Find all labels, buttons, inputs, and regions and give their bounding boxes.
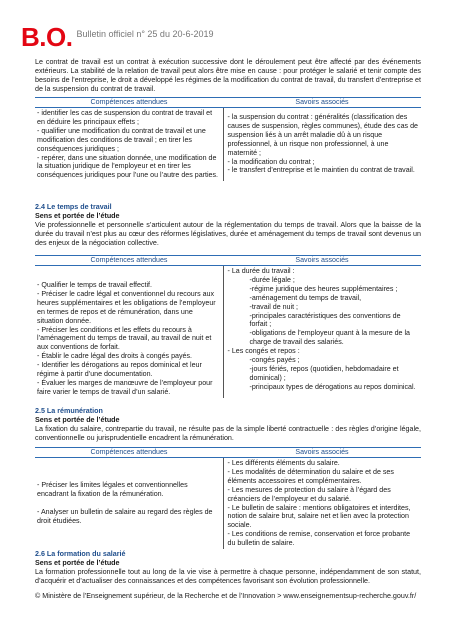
list-item: - Qualifier le temps de travail effectif. bbox=[37, 281, 152, 289]
competences-cell bbox=[35, 266, 223, 398]
list-item: - Les mesures de protection du salaire à l’égard des créanciers de l’employeur et du salarié. bbox=[227, 485, 391, 503]
table-suspension bbox=[35, 97, 421, 181]
table-remuneration bbox=[35, 447, 421, 549]
table-temps-de-travail bbox=[35, 255, 421, 398]
section-title: 2.4 Le temps de travail bbox=[35, 203, 112, 211]
list-item: -durée légale ; bbox=[249, 275, 295, 284]
list-item: -travail de nuit ; bbox=[249, 302, 298, 311]
list-item: - Préciser les conditions et les effets du recours à l’aménagement du temps de travail, au travail de nuit et aux conventions de forfait. bbox=[37, 325, 212, 352]
list-heading: - Les congés et repos : bbox=[227, 347, 300, 356]
competences-cell bbox=[35, 108, 223, 182]
column-header-competences: Compétences attendues bbox=[35, 98, 223, 108]
column-header-savoirs: Savoirs associés bbox=[223, 448, 421, 458]
bulletin-header bbox=[21, 24, 213, 50]
savoirs-cell bbox=[223, 108, 421, 182]
section-subtitle: Sens et portée de l’étude bbox=[35, 559, 120, 567]
list-item: - Établir le cadre légal des droits à congés payés. bbox=[37, 352, 192, 361]
section-subtitle: Sens et portée de l’étude bbox=[35, 416, 120, 424]
section-paragraph: La formation professionnelle tout au long de la vie vise à permettre à chaque personne, indépendamment de son statut, d’acquérir et d’actualiser des connaissances et des compétences favorisant son évolution professionnelle. bbox=[35, 568, 421, 586]
section-title: 2.5 La rémunération bbox=[35, 407, 103, 415]
list-item: -principales caractéristiques des conventions de forfait ; bbox=[249, 311, 401, 329]
list-item: -aménagement du temps de travail, bbox=[249, 293, 362, 302]
list-item: - la suspension du contrat : généralités (classification des causes de suspension, règles communes), étude des cas de suspension liés à un arrêt maladie dû à un risque professionnel, à un risque non professionnel, à une maternité ; bbox=[227, 113, 418, 157]
column-header-savoirs: Savoirs associés bbox=[223, 98, 421, 108]
list-item: - repérer, dans une situation donnée, une modification de la situation juridique de l’employeur et en tirer les conséquences juridiques pour l’une ou l’autre des parties. bbox=[37, 153, 219, 180]
list-item: - Les modalités de détermination du salaire et de ses éléments accessoires et complémentaires. bbox=[227, 467, 394, 485]
list-item: - Le bulletin de salaire : mentions obligatoires et interdites, notion de salaire brut, salaire net et lien avec la protection sociale. bbox=[227, 503, 411, 530]
list-item: -obligations de l’employeur quant à la mesure de la charge de travail des salariés. bbox=[249, 329, 410, 347]
bulletin-title: Bulletin officiel n° 25 du 20-6-2019 bbox=[76, 29, 214, 39]
list-item: - Les différents éléments du salaire. bbox=[227, 459, 340, 467]
section-paragraph: La fixation du salaire, contrepartie du travail, ne résulte pas de la simple liberté contractuelle : des règles d’origine légale, conventionnelle ou jurisprudentielle encadrent la rémunération. bbox=[35, 425, 421, 443]
list-item: - Préciser le cadre légal et conventionnel du recours aux heures supplémentaires et les obligations de l’employeur en termes de repos et de rémunération, dans une situation donnée. bbox=[37, 289, 216, 325]
list-item: - la modification du contrat ; bbox=[227, 157, 315, 166]
list-item: - qualifier une modification du contrat de travail et une modification des conditions de travail ; en tirer les conséquences juridiques ; bbox=[37, 126, 206, 153]
list-item: -congés payés ; bbox=[249, 356, 300, 365]
list-item: - Les conditions de remise, conservation et force probante du bulletin de salaire. bbox=[227, 530, 411, 548]
column-header-competences: Compétences attendues bbox=[35, 256, 223, 266]
section-title: 2.6 La formation du salarié bbox=[35, 550, 126, 558]
list-item: - identifier les cas de suspension du contrat de travail et en déduire les principaux effets ; bbox=[37, 109, 213, 126]
section-subtitle: Sens et portée de l’étude bbox=[35, 212, 120, 220]
intro-paragraph: Le contrat de travail est un contrat à exécution successive dont le déroulement peut être affecté par des événements extérieurs. La stabilité de la relation de travail peut alors être mise en cause : pour protéger le salarié et tenir compte des besoins de l’entreprise, le droit a développé les régimes de la modification du contrat de travail, du transfert d’entreprise et de la suspension du contrat de travail. bbox=[35, 58, 421, 94]
competences-cell bbox=[35, 458, 223, 550]
list-item: - Identifier les dérogations au repos dominical et leur régime à partir d’une documentation. bbox=[37, 361, 202, 379]
list-item: - Préciser les limites légales et conventionnelles encadrant la fixation de la rémunération. bbox=[37, 481, 188, 499]
list-heading: - La durée du travail : bbox=[227, 267, 295, 275]
column-header-competences: Compétences attendues bbox=[35, 448, 223, 458]
list-item: -régime juridique des heures supplémentaires ; bbox=[249, 284, 398, 293]
savoirs-cell bbox=[223, 266, 421, 398]
savoirs-cell bbox=[223, 458, 421, 550]
section-paragraph: Vie professionnelle et personnelle s’articulent autour de la réglementation du temps de travail. Alors que la baisse de la durée du travail n’est plus au cœur des réformes législatives, durée et aménagement du temps de travail sont devenus un des enjeux de la négociation collective. bbox=[35, 221, 421, 248]
list-item: - le transfert d’entreprise et le maintien du contrat de travail. bbox=[227, 166, 415, 175]
list-item: - Analyser un bulletin de salaire au regard des règles de droit étudiées. bbox=[37, 508, 213, 525]
list-item: -principaux types de dérogations au repos dominical. bbox=[249, 382, 416, 391]
list-item: - Évaluer les marges de manœuvre de l’employeur pour faire varier le temps de travail d’un salarié. bbox=[37, 378, 213, 396]
list-item: -jours fériés, repos (quotidien, hebdomadaire et dominical) ; bbox=[249, 364, 399, 382]
bo-logo: B.O. bbox=[21, 22, 73, 52]
column-header-savoirs: Savoirs associés bbox=[223, 256, 421, 266]
footer-copyright: © Ministère de l’Enseignement supérieur, de la Recherche et de l’Innovation > www.enseignementsup-recherche.gouv.fr/ bbox=[35, 592, 417, 600]
